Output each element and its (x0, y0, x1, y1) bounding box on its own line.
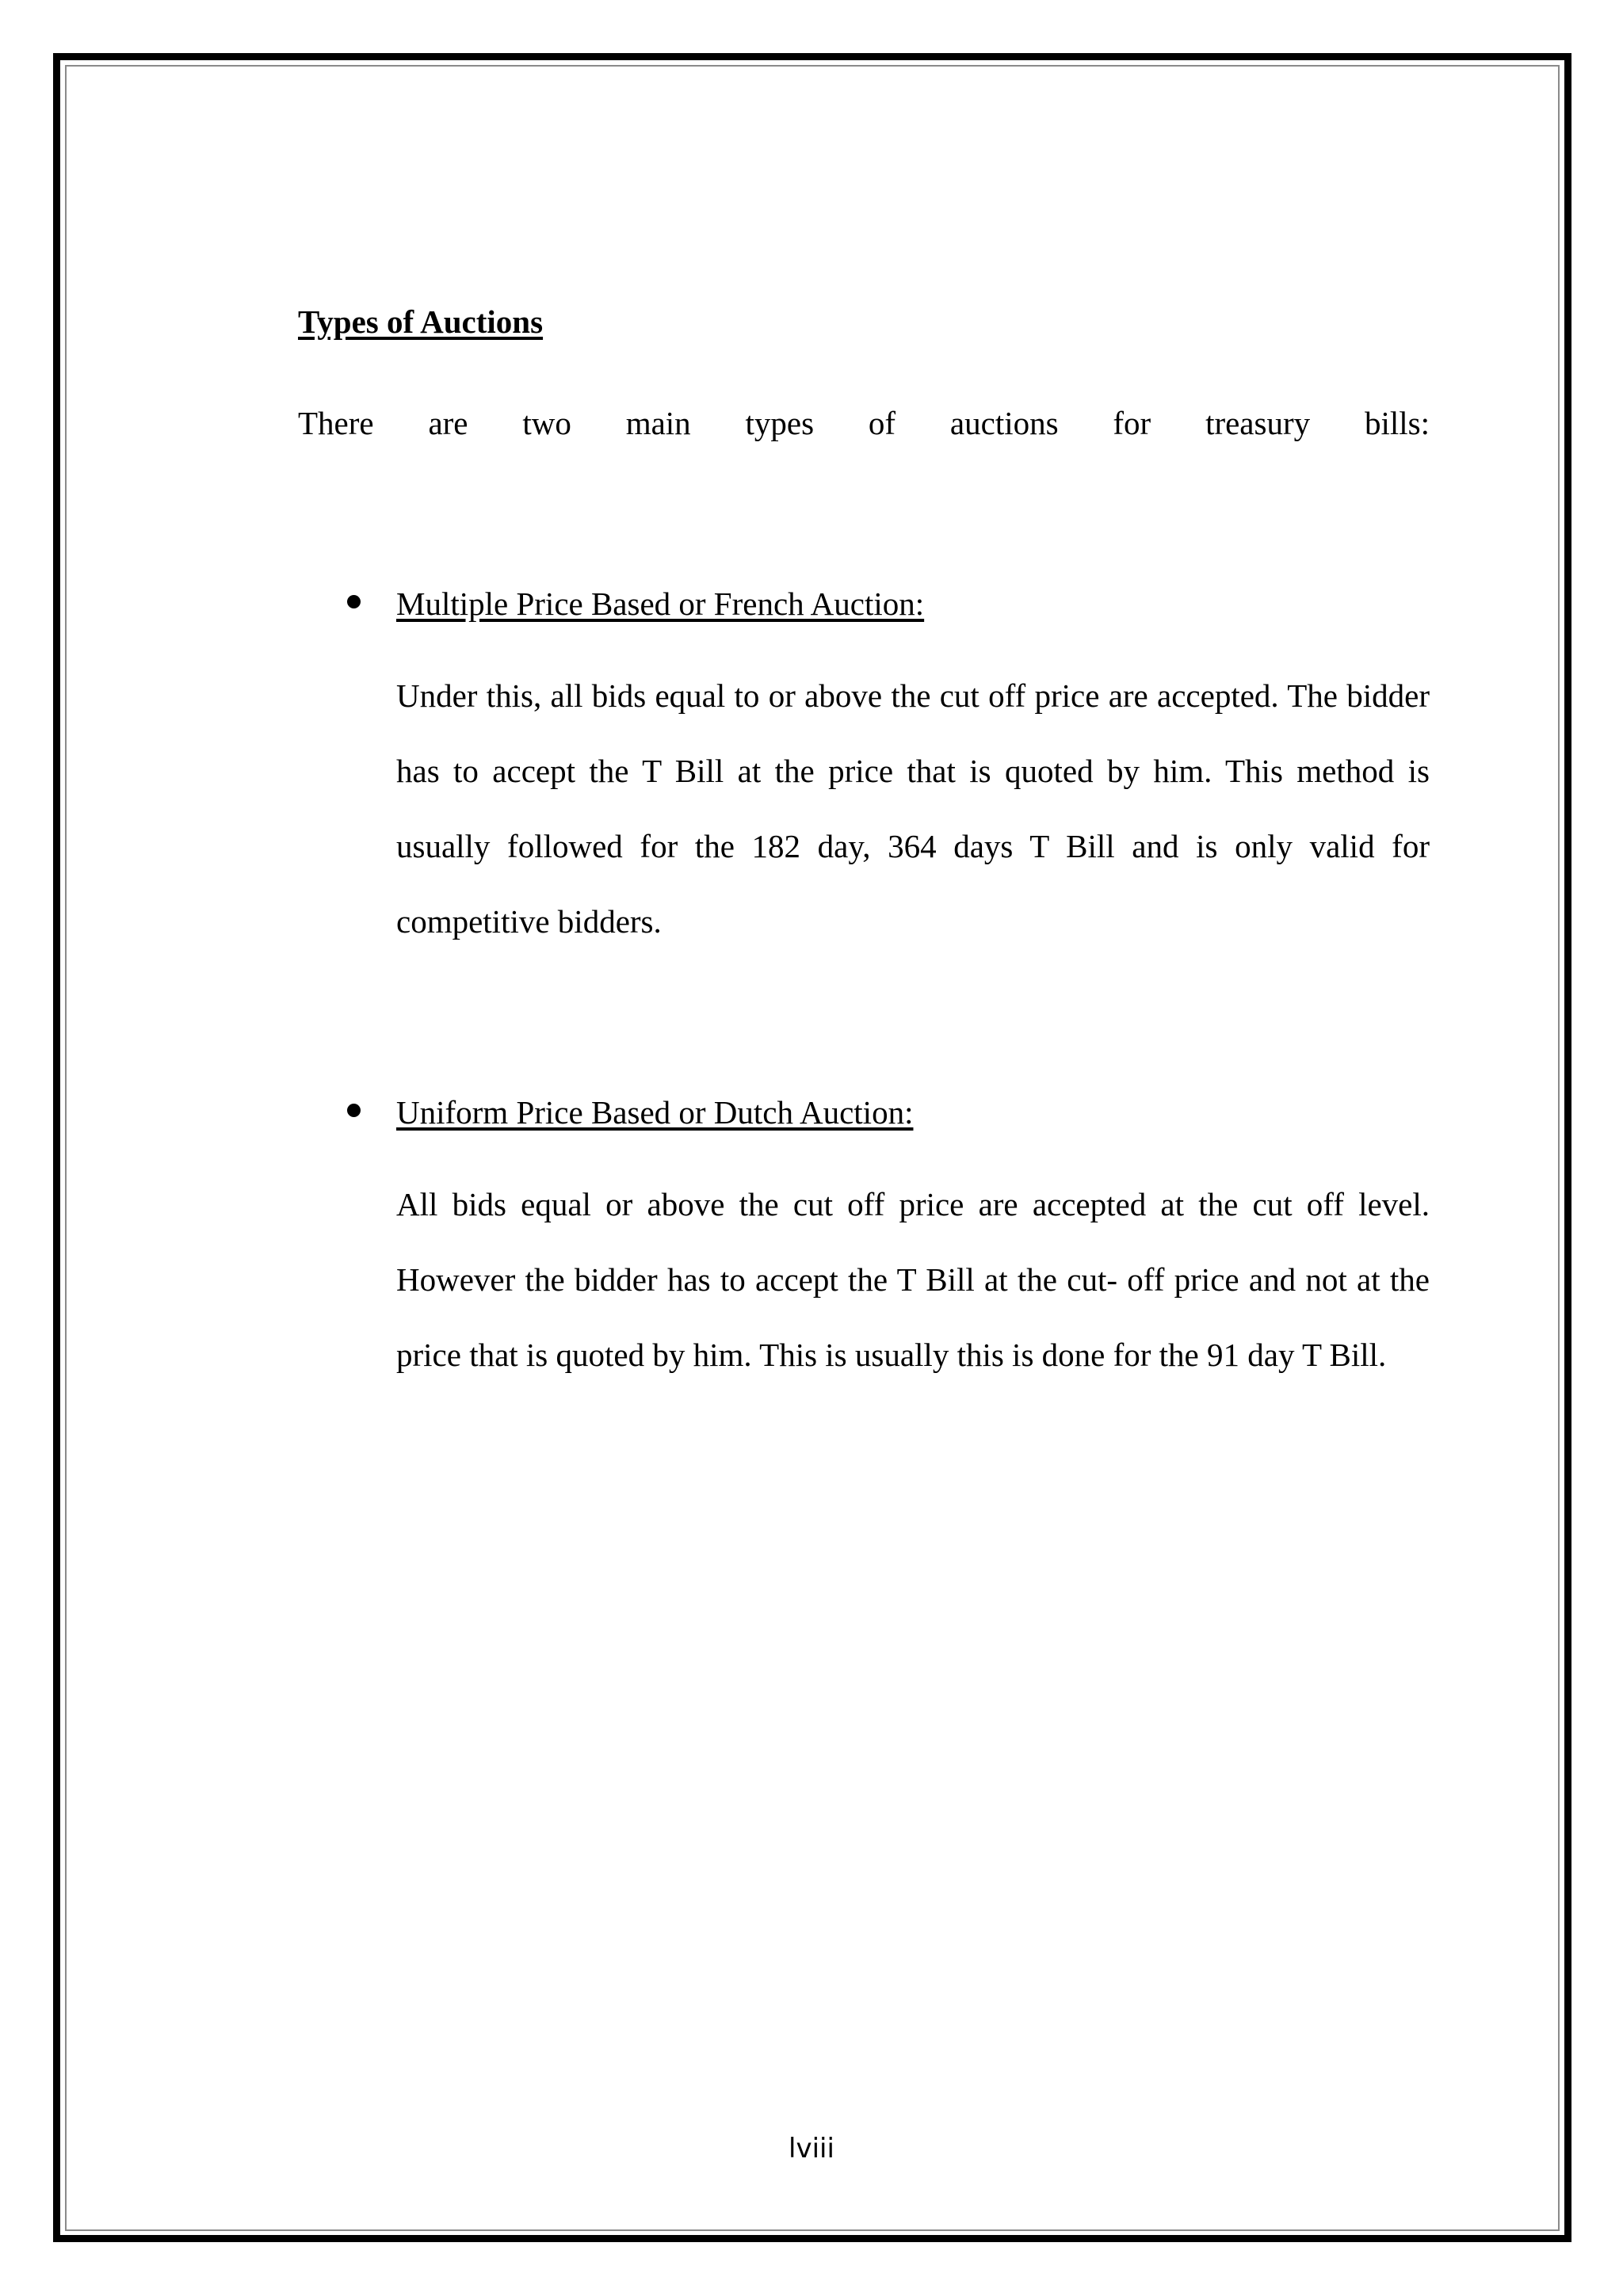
page-content (298, 297, 1430, 1393)
bullet-icon (347, 1104, 361, 1117)
page-number: lviii (789, 2133, 834, 2164)
section-heading: Types of Auctions (298, 303, 544, 340)
bullet-body: Under this, all bids equal to or above the cut off price are accepted. The bidder has to accept the T Bill at the price that is quoted by him. This method is usually followed for the 182 day, 364 days T Bill and is only valid for competitive bidders. (396, 677, 1430, 940)
bullet-icon (347, 595, 361, 608)
bullet-title: Uniform Price Based or Dutch Auction: (396, 1094, 914, 1131)
bullet-title: Multiple Price Based or French Auction: (396, 585, 925, 622)
intro-paragraph: There are two main types of auctions for treasury bills: (298, 405, 1430, 441)
bullet-item-french-auction (298, 579, 1430, 959)
bullet-item-dutch-auction (298, 1088, 1430, 1393)
bullet-body: All bids equal or above the cut off price are accepted at the cut off level. However the bidder has to accept the T Bill at the cut- off price and not at the price that is quoted by him. This is usually this is done for the 91 day T Bill. (396, 1186, 1430, 1373)
